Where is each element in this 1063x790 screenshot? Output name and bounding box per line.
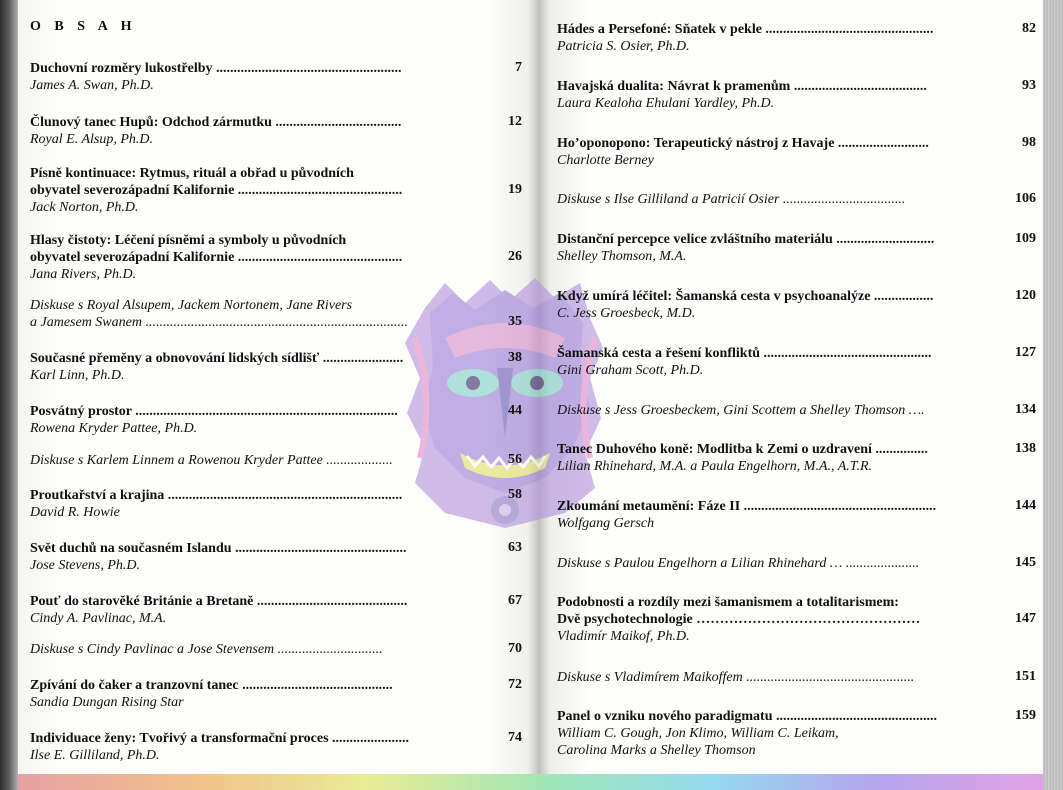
toc-discussion[interactable] bbox=[557, 191, 987, 208]
page-number: 7 bbox=[515, 60, 522, 75]
page-number: 138 bbox=[1015, 441, 1036, 456]
entry-author: James A. Swan, Ph.D. bbox=[30, 78, 154, 93]
entry-author: Shelley Thomson, M.A. bbox=[557, 249, 687, 264]
discussion-text: Diskuse s Vladimírem Maikoffem ................................................ bbox=[557, 670, 915, 685]
page-number: 67 bbox=[508, 593, 522, 608]
page-number: 159 bbox=[1015, 708, 1036, 723]
page-number: 93 bbox=[1022, 78, 1036, 93]
entry-title: Duchovní rozměry lukostřelby ..................................................... bbox=[30, 61, 402, 76]
entry-author: Royal E. Alsup, Ph.D. bbox=[30, 132, 154, 147]
toc-entry[interactable] bbox=[557, 498, 987, 532]
page-number: 82 bbox=[1022, 21, 1036, 36]
entry-title: Individuace ženy: Tvořivý a transformační proces ...................... bbox=[30, 731, 410, 746]
discussion-text: Diskuse s Ilse Gilliland a Patricií Osier ................................... bbox=[557, 192, 906, 207]
rainbow-strip bbox=[18, 774, 1043, 790]
discussion-text-line2: a Jamesem Swanem ........................................................................... bbox=[30, 315, 408, 330]
entry-author: Jana Rivers, Ph.D. bbox=[30, 267, 137, 282]
entry-author: Laura Kealoha Ehulani Yardley, Ph.D. bbox=[557, 96, 775, 111]
entry-title: Písně kontinuace: Rytmus, rituál a obřad u původních bbox=[30, 166, 354, 181]
toc-discussion[interactable] bbox=[30, 641, 470, 658]
page-number: 44 bbox=[508, 403, 522, 418]
entry-title-line2: Dvě psychotechnologie ………………………………………… bbox=[557, 612, 921, 627]
entry-title: Panel o vzniku nového paradigmatu .............................................. bbox=[557, 709, 937, 724]
toc-entry[interactable] bbox=[557, 231, 987, 265]
page-number: 144 bbox=[1015, 498, 1036, 513]
entry-title: Pouť do starověké Británie a Bretaně ........................................... bbox=[30, 594, 408, 609]
toc-entry[interactable] bbox=[557, 708, 987, 759]
entry-author: Patricia S. Osier, Ph.D. bbox=[557, 39, 690, 54]
page-number: 58 bbox=[508, 487, 522, 502]
page-number: 38 bbox=[508, 350, 522, 365]
entry-title: Podobnosti a rozdíly mezi šamanismem a totalitarismem: bbox=[557, 595, 899, 610]
toc-discussion[interactable] bbox=[30, 297, 470, 331]
entry-author: Karl Linn, Ph.D. bbox=[30, 368, 125, 383]
discussion-text: Diskuse s Paulou Engelhorn a Lilian Rhinehard … ..................... bbox=[557, 556, 920, 571]
page-number: 26 bbox=[508, 249, 522, 264]
entry-title: Člunový tanec Hupů: Odchod zármutku .................................... bbox=[30, 115, 402, 130]
page-number: 106 bbox=[1015, 191, 1036, 206]
entry-author: Jose Stevens, Ph.D. bbox=[30, 558, 141, 573]
toc-entry[interactable] bbox=[30, 677, 470, 711]
toc-entry[interactable] bbox=[30, 165, 470, 216]
toc-discussion[interactable] bbox=[557, 555, 987, 572]
discussion-text: Diskuse s Jess Groesbeckem, Gini Scottem a Shelley Thomson …. bbox=[557, 403, 925, 418]
toc-entry[interactable] bbox=[30, 540, 470, 574]
page-number: 70 bbox=[508, 641, 522, 656]
page-number: 98 bbox=[1022, 135, 1036, 150]
page-number: 120 bbox=[1015, 288, 1036, 303]
toc-entry[interactable] bbox=[557, 345, 987, 379]
entry-author: Wolfgang Gersch bbox=[557, 516, 655, 531]
toc-entry[interactable] bbox=[30, 487, 470, 521]
entry-author: Vladimír Maikof, Ph.D. bbox=[557, 629, 690, 644]
toc-entry[interactable] bbox=[30, 114, 470, 148]
page-number: 12 bbox=[508, 114, 522, 129]
toc-entry[interactable] bbox=[557, 288, 987, 322]
entry-title: Proutkařství a krajina ................................................................... bbox=[30, 488, 403, 503]
page-number: 151 bbox=[1015, 669, 1036, 684]
entry-title: Svět duchů na současném Islandu ................................................. bbox=[30, 541, 407, 556]
entry-title: Hlasy čistoty: Léčení písněmi a symboly u původních bbox=[30, 233, 347, 248]
toc-entry[interactable] bbox=[557, 135, 987, 169]
entry-author-line2: Carolina Marks a Shelley Thomson bbox=[557, 743, 756, 758]
discussion-text: Diskuse s Cindy Pavlinac a Jose Stevensem .............................. bbox=[30, 642, 383, 657]
entry-author: Gini Graham Scott, Ph.D. bbox=[557, 363, 704, 378]
page-number: 74 bbox=[508, 730, 522, 745]
toc-entry[interactable] bbox=[30, 593, 470, 627]
right-page bbox=[538, 0, 1043, 778]
entry-title-line2: obyvatel severozápadní Kalifornie ............................................... bbox=[30, 183, 403, 198]
page-number: 72 bbox=[508, 677, 522, 692]
entry-title: Tanec Duhového koně: Modlitba k Zemi o uzdravení ............... bbox=[557, 442, 928, 457]
entry-author: Rowena Kryder Pattee, Ph.D. bbox=[30, 421, 198, 436]
toc-heading: O B S A H bbox=[30, 19, 137, 34]
entry-title: Distanční percepce velice zvláštního materiálu ............................ bbox=[557, 232, 935, 247]
entry-title: Zkoumání metaumění: Fáze II ....................................................... bbox=[557, 499, 937, 514]
page-number: 134 bbox=[1015, 402, 1036, 417]
entry-title: Havajská dualita: Návrat k pramenům ...................................... bbox=[557, 79, 927, 94]
toc-entry[interactable] bbox=[30, 403, 470, 437]
page-number: 35 bbox=[508, 314, 522, 329]
entry-title: Když umírá léčitel: Šamanská cesta v psychoanalýze ................. bbox=[557, 289, 934, 304]
toc-entry[interactable] bbox=[557, 441, 987, 475]
entry-author: C. Jess Groesbeck, M.D. bbox=[557, 306, 696, 321]
entry-title: Hádes a Persefoné: Sňatek v pekle ................................................ bbox=[557, 22, 934, 37]
discussion-text: Diskuse s Royal Alsupem, Jackem Nortonem, Jane Rivers bbox=[30, 298, 353, 313]
entry-author: Charlotte Berney bbox=[557, 153, 654, 168]
entry-author: David R. Howie bbox=[30, 505, 120, 520]
page-number: 145 bbox=[1015, 555, 1036, 570]
toc-entry[interactable] bbox=[30, 730, 470, 764]
page-number: 109 bbox=[1015, 231, 1036, 246]
discussion-text: Diskuse s Karlem Linnem a Rowenou Kryder Pattee ................... bbox=[30, 453, 393, 468]
entry-title: Současné přeměny a obnovování lidských sídlišť ....................... bbox=[30, 351, 404, 366]
entry-author: Sandia Dungan Rising Star bbox=[30, 695, 184, 710]
toc-entry[interactable] bbox=[30, 350, 470, 384]
entry-author: William C. Gough, Jon Klimo, William C. Leikam, bbox=[557, 726, 839, 741]
toc-discussion[interactable] bbox=[30, 452, 470, 469]
entry-title: Zpívání do čaker a tranzovní tanec ........................................... bbox=[30, 678, 393, 693]
entry-title-line2: obyvatel severozápadní Kalifornie ............................................... bbox=[30, 250, 403, 265]
toc-entry[interactable] bbox=[30, 232, 470, 283]
book-edge-right bbox=[1043, 0, 1063, 790]
page-number: 56 bbox=[508, 452, 522, 467]
page-number: 147 bbox=[1015, 611, 1036, 626]
entry-author: Lilian Rhinehard, M.A. a Paula Engelhorn, M.A., A.T.R. bbox=[557, 459, 873, 474]
page-number: 63 bbox=[508, 540, 522, 555]
toc-entry[interactable] bbox=[30, 60, 470, 94]
page-number: 19 bbox=[508, 182, 522, 197]
page-number: 127 bbox=[1015, 345, 1036, 360]
entry-author: Ilse E. Gilliland, Ph.D. bbox=[30, 748, 160, 763]
toc-entry[interactable] bbox=[557, 594, 987, 645]
entry-title: Posvátný prostor ........................................................................... bbox=[30, 404, 398, 419]
toc-discussion[interactable] bbox=[557, 669, 987, 686]
toc-discussion[interactable] bbox=[557, 402, 987, 419]
entry-author: Jack Norton, Ph.D. bbox=[30, 200, 139, 215]
entry-author: Cindy A. Pavlinac, M.A. bbox=[30, 611, 167, 626]
entry-title: Šamanská cesta a řešení konfliktů ................................................ bbox=[557, 346, 932, 361]
toc-entry[interactable] bbox=[557, 21, 987, 55]
toc-entry[interactable] bbox=[557, 78, 987, 112]
entry-title: Ho’oponopono: Terapeutický nástroj z Havaje .......................... bbox=[557, 136, 929, 151]
